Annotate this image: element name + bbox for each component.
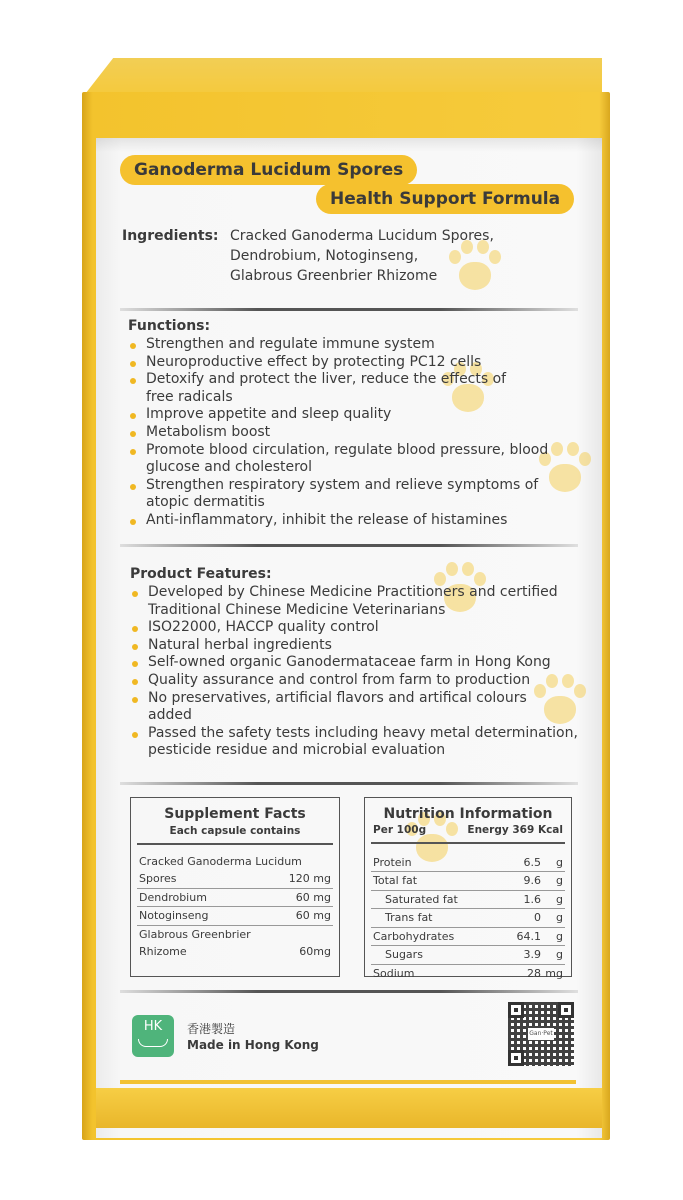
feature-item: Passed the safety tests including heavy metal determination, pesticide residue and microbial evaluation (130, 725, 580, 760)
table-row: Notoginseng 60 mg (137, 907, 333, 926)
qr-code-icon (508, 1002, 574, 1066)
table-row: Sugars 3.9 g (371, 946, 565, 965)
ingredients-label: Ingredients: (122, 228, 219, 244)
feature-item: No preservatives, artificial flavors and artifical colours added (130, 690, 550, 725)
features-title: Product Features: (130, 566, 272, 582)
feature-item: Developed by Chinese Medicine Practitioners and certified Traditional Chinese Medicine Veterinarians (130, 584, 580, 619)
supplement-subtitle: Each capsule contains (169, 825, 301, 837)
hand-icon (138, 1039, 168, 1047)
table-row: Dendrobium 60 mg (137, 889, 333, 908)
function-item: Improve appetite and sleep quality (128, 406, 568, 424)
nutrition-title: Nutrition Information (383, 806, 553, 822)
ingredient-line: Glabrous Greenbrier Rhizome (230, 268, 438, 284)
hk-made-logo: HK (132, 1015, 174, 1057)
qr-label: Gan·Pet (528, 1028, 554, 1040)
made-in-hk-english: Made in Hong Kong (187, 1038, 319, 1052)
feature-item: Natural herbal ingredients (130, 637, 580, 655)
features-list (130, 584, 580, 760)
nutrition-header: Per 100g Energy 369 Kcal (373, 824, 563, 836)
function-item: Metabolism boost (128, 424, 568, 442)
bottom-stripe (120, 1080, 576, 1084)
table-row: Glabrous Greenbrier (139, 927, 251, 941)
ingredient-line: Dendrobium, Notoginseng, (230, 248, 419, 264)
divider (120, 990, 578, 993)
table-row: Protein 6.5 g (371, 854, 565, 873)
function-item: Anti-inflammatory, inhibit the release of histamines (128, 512, 568, 530)
bottom-band (96, 1088, 602, 1128)
title-line-2: Health Support Formula (316, 184, 574, 214)
title-line-1: Ganoderma Lucidum Spores (120, 155, 417, 185)
function-item: Strengthen respiratory system and relieve symptoms of atopic dermatitis (128, 477, 568, 512)
panel-shadow (96, 138, 602, 152)
ingredients-list (230, 226, 494, 286)
divider (120, 544, 578, 547)
functions-title: Functions: (128, 318, 211, 334)
ingredient-line: Cracked Ganoderma Lucidum Spores, (230, 228, 494, 244)
divider (120, 782, 578, 785)
function-item: Strengthen and regulate immune system (128, 336, 568, 354)
table-row: Total fat 9.6 g (371, 872, 565, 891)
feature-item: Quality assurance and control from farm to production (130, 672, 580, 690)
table-row: Sodium 28 mg (373, 966, 563, 980)
made-in-hk-chinese: 香港製造 (187, 1022, 236, 1036)
function-item: Promote blood circulation, regulate blood pressure, blood glucose and cholesterol (128, 442, 568, 477)
table-row: Cracked Ganoderma Lucidum (139, 854, 302, 868)
table-rule (137, 843, 333, 845)
table-row: Saturated fat 1.6 g (371, 891, 565, 910)
supplement-title: Supplement Facts (164, 806, 306, 822)
feature-item: Self-owned organic Ganodermataceae farm in Hong Kong (130, 654, 580, 672)
table-row: Rhizome 60mg (139, 945, 331, 958)
function-item: Detoxify and protect the liver, reduce the effects of free radicals (128, 371, 538, 406)
table-row: Trans fat 0 g (371, 909, 565, 928)
nutrition-table (364, 797, 572, 980)
table-row: Spores 120 mg (137, 870, 333, 889)
supplement-facts-table (130, 797, 340, 977)
table-rule (371, 842, 565, 844)
table-row: Carbohydrates 64.1 g (371, 928, 565, 947)
functions-list (128, 336, 568, 530)
feature-item: ISO22000, HACCP quality control (130, 619, 580, 637)
divider (120, 308, 578, 311)
function-item: Neuroproductive effect by protecting PC12 cells (128, 354, 568, 372)
